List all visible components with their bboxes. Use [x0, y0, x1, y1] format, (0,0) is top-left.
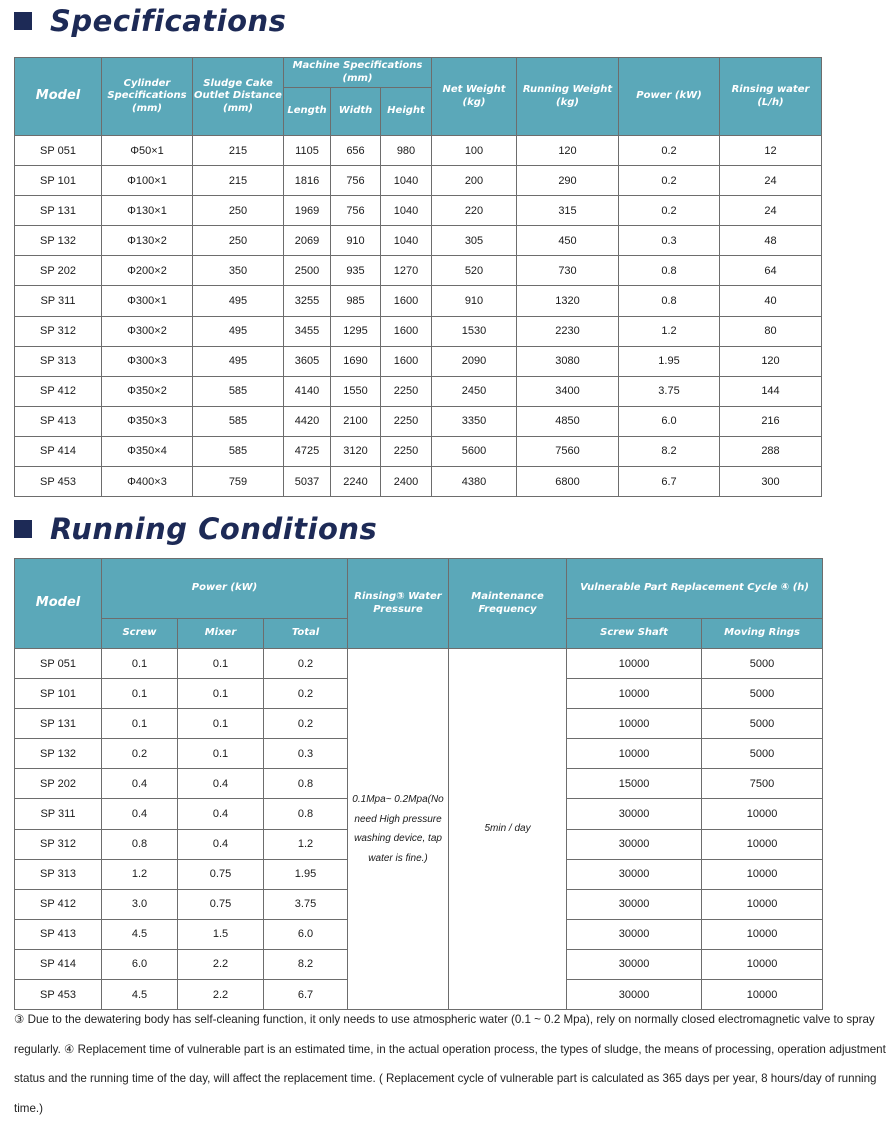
table-cell: 1040	[381, 166, 432, 196]
table-row	[15, 166, 822, 196]
table-row	[15, 436, 822, 466]
table-cell: 24	[720, 196, 822, 226]
header-power: Power (kW)	[619, 58, 720, 136]
heading-square-icon	[14, 12, 32, 30]
table-cell: 2240	[331, 467, 381, 497]
table-cell: 910	[432, 286, 517, 316]
table-cell: SP 051	[15, 649, 102, 679]
table-cell: 1320	[517, 286, 619, 316]
table-cell: 7500	[702, 769, 823, 799]
table-cell: 0.2	[102, 739, 178, 769]
table-cell: SP 202	[15, 256, 102, 286]
table-cell: 656	[331, 136, 381, 166]
table-cell: SP 132	[15, 226, 102, 256]
header-length: Length	[284, 88, 331, 136]
table-cell: 6.0	[264, 919, 348, 949]
run-header-vulnerable-part: Vulnerable Part Replacement Cycle ④ (h)	[567, 559, 823, 619]
table-cell: 350	[193, 256, 284, 286]
table-cell: Φ100×1	[102, 166, 193, 196]
table-cell: SP 412	[15, 376, 102, 406]
table-cell: SP 311	[15, 286, 102, 316]
table-cell: SP 313	[15, 346, 102, 376]
table-cell: 30000	[567, 949, 702, 979]
table-cell: Φ300×2	[102, 316, 193, 346]
table-cell: SP 453	[15, 467, 102, 497]
table-cell: SP 413	[15, 919, 102, 949]
table-cell: 30000	[567, 980, 702, 1010]
table-cell: 4420	[284, 406, 331, 436]
table-cell: 0.4	[178, 829, 264, 859]
table-cell: 0.4	[178, 799, 264, 829]
run-header-screw-shaft: Screw Shaft	[567, 619, 702, 649]
rinsing-pressure-value: 0.1Mpa~ 0.2Mpa(No need High pressure washing device, tap water is fine.)	[348, 649, 449, 1010]
table-cell: SP 412	[15, 889, 102, 919]
footnotes: ③ Due to the dewatering body has self-cleaning function, it only needs to use atmospheric water (0.1 ~ 0.2 Mpa), rely on normally closed electromagnetic valve to spray regularly. ④ Replacement time of vulnerable part is an estimated time, in the actual operation process, the types of sludge, the means of processing, operation adjustment status and the running time of the day, will affect the replacement time. ( Replacement cycle of vulnerable part is calculated as 365 days per year, 8 hours/day of running time.)	[14, 1013, 886, 1115]
table-cell: 3455	[284, 316, 331, 346]
run-header-moving-rings: Moving Rings	[702, 619, 823, 649]
table-cell: 8.2	[264, 949, 348, 979]
table-row	[15, 316, 822, 346]
table-cell: 756	[331, 196, 381, 226]
table-cell: 0.1	[102, 649, 178, 679]
table-cell: 495	[193, 346, 284, 376]
table-cell: 0.3	[264, 739, 348, 769]
table-cell: 910	[331, 226, 381, 256]
table-cell: 10000	[702, 949, 823, 979]
table-cell: 4725	[284, 436, 331, 466]
specifications-heading	[14, 4, 286, 38]
header-cylinder: Cylinder Specifications (mm)	[102, 58, 193, 136]
table-cell: 30000	[567, 829, 702, 859]
table-cell: 6.7	[264, 980, 348, 1010]
table-cell: SP 312	[15, 829, 102, 859]
specifications-title: Specifications	[50, 4, 287, 38]
table-cell: SP 313	[15, 859, 102, 889]
table-cell: SP 453	[15, 980, 102, 1010]
table-row	[15, 226, 822, 256]
table-cell: 2500	[284, 256, 331, 286]
table-cell: 1.95	[264, 859, 348, 889]
table-cell: 10000	[702, 859, 823, 889]
table-cell: SP 132	[15, 739, 102, 769]
table-row	[15, 286, 822, 316]
run-header-model: Model	[15, 559, 102, 649]
table-cell: 215	[193, 136, 284, 166]
run-header-screw: Screw	[102, 619, 178, 649]
table-row	[15, 406, 822, 436]
table-cell: 0.2	[619, 196, 720, 226]
header-running-weight: Running Weight (kg)	[517, 58, 619, 136]
table-cell: 0.8	[102, 829, 178, 859]
table-cell: 1040	[381, 196, 432, 226]
table-cell: 290	[517, 166, 619, 196]
table-cell: 0.2	[619, 166, 720, 196]
table-cell: 0.1	[102, 679, 178, 709]
table-cell: 3080	[517, 346, 619, 376]
table-cell: SP 202	[15, 769, 102, 799]
table-cell: 935	[331, 256, 381, 286]
table-cell: 30000	[567, 919, 702, 949]
table-cell: 6800	[517, 467, 619, 497]
table-cell: 10000	[702, 889, 823, 919]
table-cell: 5000	[702, 679, 823, 709]
maintenance-frequency-value: 5min / day	[449, 649, 567, 1010]
table-cell: 2090	[432, 346, 517, 376]
table-cell: 0.2	[264, 649, 348, 679]
table-cell: 216	[720, 406, 822, 436]
table-cell: 305	[432, 226, 517, 256]
table-cell: 0.1	[178, 649, 264, 679]
table-row	[15, 256, 822, 286]
table-cell: SP 131	[15, 196, 102, 226]
table-cell: 5037	[284, 467, 331, 497]
running-conditions-heading	[14, 512, 377, 546]
table-cell: 1.2	[102, 859, 178, 889]
table-row	[15, 376, 822, 406]
table-cell: 1.95	[619, 346, 720, 376]
table-row	[15, 196, 822, 226]
table-cell: 0.4	[102, 769, 178, 799]
table-cell: 6.0	[619, 406, 720, 436]
table-cell: 730	[517, 256, 619, 286]
run-header-mixer: Mixer	[178, 619, 264, 649]
table-cell: SP 413	[15, 406, 102, 436]
table-cell: 48	[720, 226, 822, 256]
table-cell: 2069	[284, 226, 331, 256]
table-cell: SP 051	[15, 136, 102, 166]
table-cell: 4380	[432, 467, 517, 497]
table-cell: 1530	[432, 316, 517, 346]
table-cell: 4.5	[102, 980, 178, 1010]
table-cell: 1105	[284, 136, 331, 166]
header-width: Width	[331, 88, 381, 136]
table-cell: 0.8	[264, 799, 348, 829]
table-cell: 985	[331, 286, 381, 316]
table-cell: 0.2	[619, 136, 720, 166]
table-cell: 3605	[284, 346, 331, 376]
table-cell: 0.75	[178, 889, 264, 919]
table-cell: 3.75	[619, 376, 720, 406]
table-cell: 15000	[567, 769, 702, 799]
table-cell: 300	[720, 467, 822, 497]
table-cell: 980	[381, 136, 432, 166]
table-cell: 1600	[381, 346, 432, 376]
table-cell: 315	[517, 196, 619, 226]
table-cell: SP 414	[15, 436, 102, 466]
table-cell: SP 101	[15, 679, 102, 709]
table-cell: 1040	[381, 226, 432, 256]
table-cell: 4850	[517, 406, 619, 436]
table-cell: 10000	[567, 679, 702, 709]
table-cell: 0.8	[264, 769, 348, 799]
table-cell: 5000	[702, 739, 823, 769]
table-cell: 10000	[567, 739, 702, 769]
table-cell: Φ350×2	[102, 376, 193, 406]
table-cell: 0.8	[619, 256, 720, 286]
table-cell: Φ130×2	[102, 226, 193, 256]
table-cell: 5600	[432, 436, 517, 466]
specifications-table	[14, 57, 822, 497]
table-cell: 120	[517, 136, 619, 166]
table-cell: 0.2	[264, 679, 348, 709]
run-header-rinsing-pressure: Rinsing③ Water Pressure	[348, 559, 449, 649]
table-cell: 2230	[517, 316, 619, 346]
table-cell: 1270	[381, 256, 432, 286]
table-cell: Φ350×4	[102, 436, 193, 466]
table-cell: 1.2	[264, 829, 348, 859]
run-header-power: Power (kW)	[102, 559, 348, 619]
table-cell: Φ200×2	[102, 256, 193, 286]
running-conditions-table	[14, 558, 823, 1010]
header-rinsing-water: Rinsing water (L/h)	[720, 58, 822, 136]
table-cell: 585	[193, 436, 284, 466]
header-model: Model	[15, 58, 102, 136]
table-cell: 215	[193, 166, 284, 196]
header-height: Height	[381, 88, 432, 136]
table-cell: 3120	[331, 436, 381, 466]
table-cell: Φ130×1	[102, 196, 193, 226]
table-cell: 80	[720, 316, 822, 346]
table-cell: 450	[517, 226, 619, 256]
table-cell: 1600	[381, 316, 432, 346]
table-cell: 495	[193, 316, 284, 346]
table-cell: 2450	[432, 376, 517, 406]
table-cell: 64	[720, 256, 822, 286]
table-cell: 3.75	[264, 889, 348, 919]
table-cell: 2.2	[178, 949, 264, 979]
table-cell: 0.1	[178, 739, 264, 769]
table-cell: 0.4	[102, 799, 178, 829]
table-cell: Φ300×3	[102, 346, 193, 376]
table-cell: 0.1	[178, 709, 264, 739]
table-cell: 30000	[567, 859, 702, 889]
table-cell: 10000	[567, 709, 702, 739]
table-cell: SP 414	[15, 949, 102, 979]
run-header-maintenance: Maintenance Frequency	[449, 559, 567, 649]
table-cell: 1690	[331, 346, 381, 376]
table-cell: 1550	[331, 376, 381, 406]
table-cell: 200	[432, 166, 517, 196]
table-cell: 1.2	[619, 316, 720, 346]
table-cell: Φ400×3	[102, 467, 193, 497]
table-row	[15, 467, 822, 497]
table-cell: 3350	[432, 406, 517, 436]
table-cell: 24	[720, 166, 822, 196]
table-cell: Φ350×3	[102, 406, 193, 436]
table-cell: 2.2	[178, 980, 264, 1010]
table-cell: 5000	[702, 709, 823, 739]
table-cell: 0.8	[619, 286, 720, 316]
table-cell: 250	[193, 226, 284, 256]
table-cell: 5000	[702, 649, 823, 679]
table-cell: 144	[720, 376, 822, 406]
table-cell: 220	[432, 196, 517, 226]
table-cell: 0.75	[178, 859, 264, 889]
table-cell: 1.5	[178, 919, 264, 949]
table-cell: 1969	[284, 196, 331, 226]
table-row	[15, 136, 822, 166]
table-cell: 495	[193, 286, 284, 316]
table-cell: SP 312	[15, 316, 102, 346]
table-cell: 2250	[381, 436, 432, 466]
table-cell: 10000	[702, 919, 823, 949]
table-cell: 520	[432, 256, 517, 286]
table-cell: 3.0	[102, 889, 178, 919]
table-cell: 585	[193, 406, 284, 436]
table-cell: 100	[432, 136, 517, 166]
table-cell: 6.7	[619, 467, 720, 497]
table-cell: 288	[720, 436, 822, 466]
table-cell: 2400	[381, 467, 432, 497]
table-cell: 3255	[284, 286, 331, 316]
table-cell: 4.5	[102, 919, 178, 949]
table-cell: SP 311	[15, 799, 102, 829]
table-cell: 10000	[702, 799, 823, 829]
table-cell: SP 131	[15, 709, 102, 739]
table-cell: 3400	[517, 376, 619, 406]
table-row	[15, 346, 822, 376]
table-cell: 6.0	[102, 949, 178, 979]
table-cell: 4140	[284, 376, 331, 406]
table-cell: 0.4	[178, 769, 264, 799]
table-cell: 756	[331, 166, 381, 196]
table-cell: Φ300×1	[102, 286, 193, 316]
table-cell: 585	[193, 376, 284, 406]
table-cell: 10000	[702, 829, 823, 859]
table-cell: 0.1	[102, 709, 178, 739]
table-row	[15, 649, 823, 679]
table-cell: 2250	[381, 406, 432, 436]
table-cell: 250	[193, 196, 284, 226]
header-net-weight: Net Weight (kg)	[432, 58, 517, 136]
table-cell: 2100	[331, 406, 381, 436]
table-cell: 8.2	[619, 436, 720, 466]
table-cell: 30000	[567, 889, 702, 919]
heading-square-icon	[14, 520, 32, 538]
table-cell: 120	[720, 346, 822, 376]
table-cell: 0.2	[264, 709, 348, 739]
table-cell: 759	[193, 467, 284, 497]
table-cell: Φ50×1	[102, 136, 193, 166]
table-cell: 0.1	[178, 679, 264, 709]
table-cell: 30000	[567, 799, 702, 829]
table-cell: 1816	[284, 166, 331, 196]
header-sludge-distance: Sludge Cake Outlet Distance (mm)	[193, 58, 284, 136]
table-cell: 12	[720, 136, 822, 166]
table-cell: 1295	[331, 316, 381, 346]
table-cell: SP 101	[15, 166, 102, 196]
run-header-total: Total	[264, 619, 348, 649]
header-machine-specs: Machine Specifications (mm)	[284, 58, 432, 88]
table-cell: 7560	[517, 436, 619, 466]
table-cell: 1600	[381, 286, 432, 316]
table-cell: 2250	[381, 376, 432, 406]
table-cell: 10000	[702, 980, 823, 1010]
table-cell: 10000	[567, 649, 702, 679]
table-cell: 40	[720, 286, 822, 316]
table-cell: 0.3	[619, 226, 720, 256]
running-conditions-title: Running Conditions	[50, 512, 378, 546]
